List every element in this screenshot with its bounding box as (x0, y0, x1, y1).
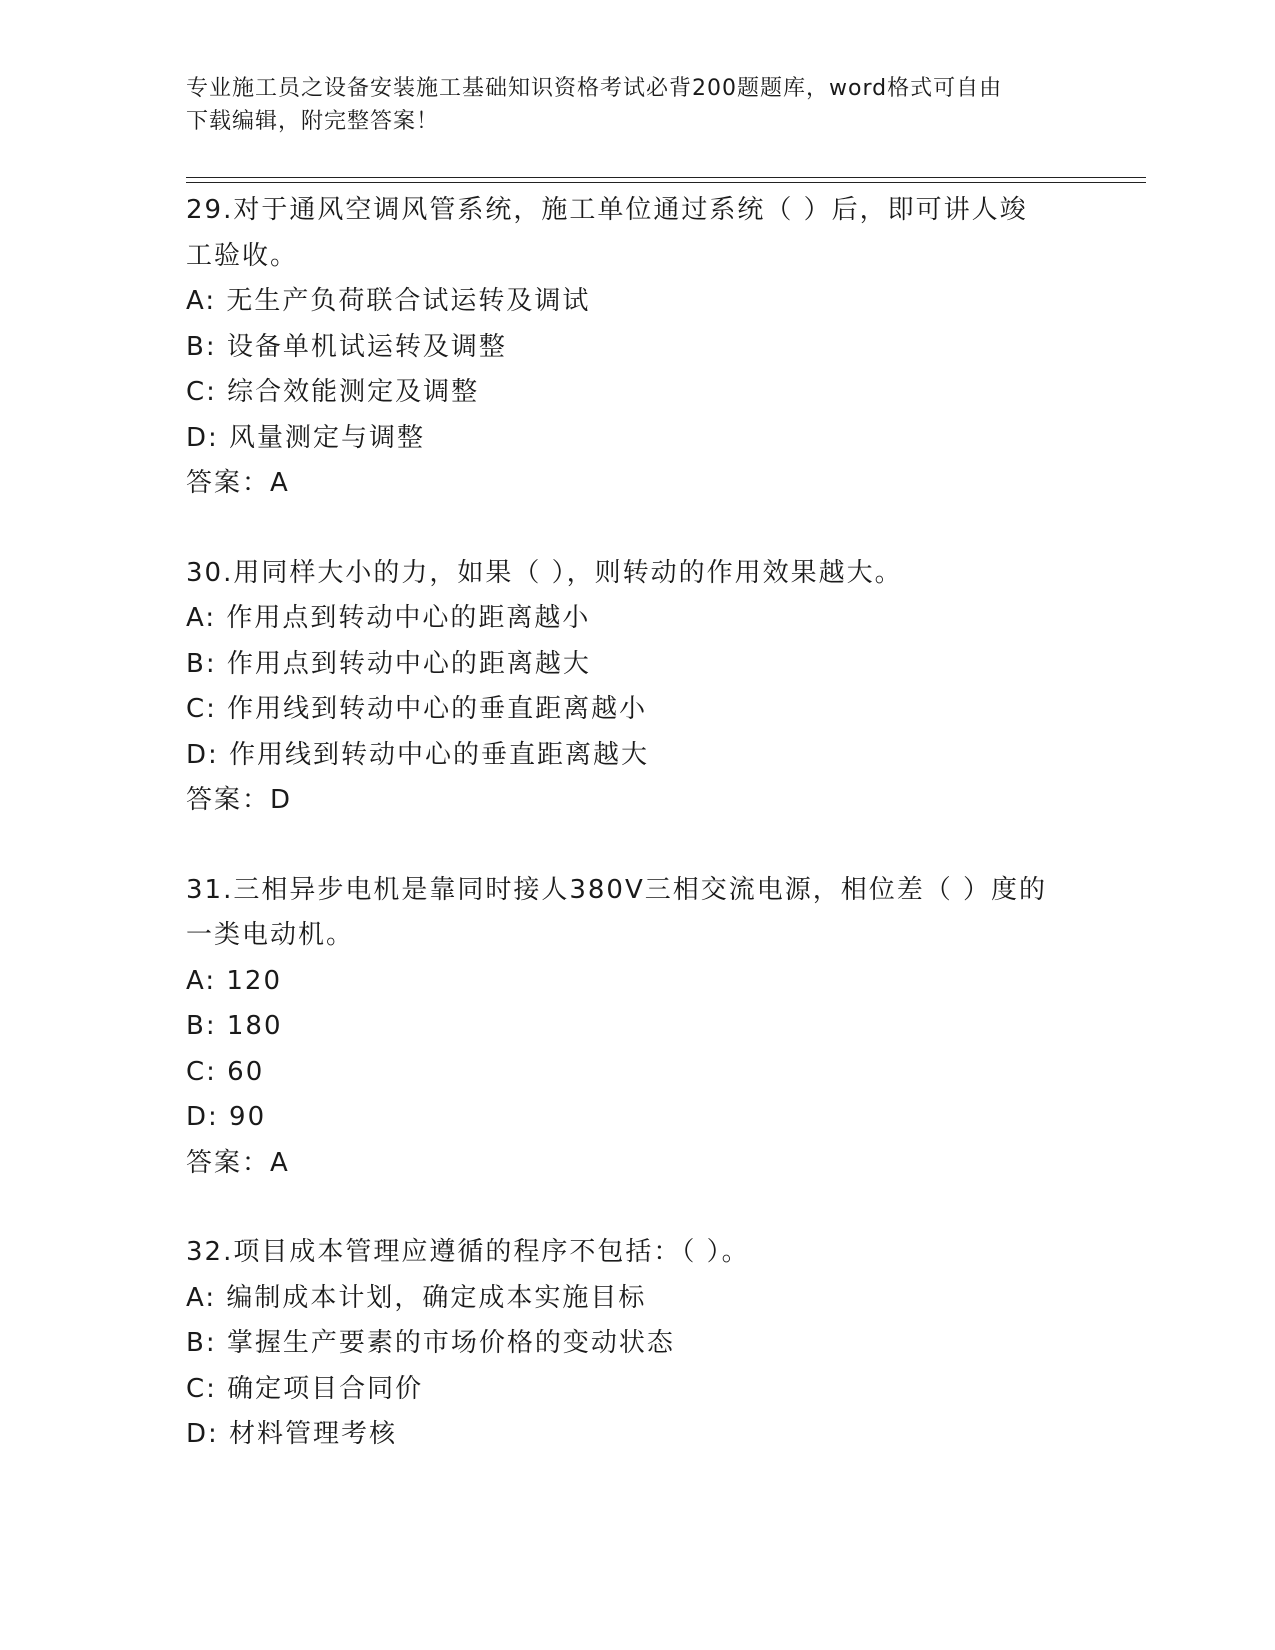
question-32 (186, 1230, 1086, 1458)
question-31-option-b: B: 180 (186, 1011, 283, 1041)
question-29-option-a: A: 无生产负荷联合试运转及调试 (186, 286, 591, 316)
question-31-stem-line-1: 31.三相异步电机是靠同时接人380V三相交流电源，相位差（ ）度的 (186, 874, 1048, 905)
question-31-answer: 答案：A (186, 1147, 290, 1178)
header-line-1: 专业施工员之设备安装施工基础知识资格考试必背200题题库，word格式可自由 (186, 76, 1003, 101)
header-divider-top (186, 177, 1146, 178)
question-30 (186, 551, 1086, 824)
question-32-option-c: C: 确定项目合同价 (186, 1373, 424, 1404)
document-header (186, 72, 1066, 138)
question-30-answer: 答案：D (186, 785, 293, 815)
question-29-stem-line-1: 29.对于通风空调风管系统，施工单位通过系统（ ）后，即可讲人竣 (186, 195, 1028, 225)
question-31-option-c: C: 60 (186, 1056, 265, 1087)
question-list (186, 188, 1086, 1458)
question-29-answer: 答案：A (186, 468, 290, 498)
question-29-stem-line-2: 工验收。 (186, 240, 299, 271)
question-32-option-b: B: 掌握生产要素的市场价格的变动状态 (186, 1328, 675, 1358)
header-line-2: 下载编辑，附完整答案！ (186, 109, 440, 134)
question-29-option-b: B: 设备单机试运转及调整 (186, 331, 507, 362)
question-31-option-a: A: 120 (186, 965, 282, 996)
question-30-stem-line-1: 30.用同样大小的力，如果（ ），则转动的作用效果越大。 (186, 557, 903, 588)
question-30-option-b: B: 作用点到转动中心的距离越大 (186, 648, 591, 679)
question-32-option-d: D: 材料管理考核 (186, 1419, 398, 1449)
question-30-option-c: C: 作用线到转动中心的垂直距离越小 (186, 694, 648, 724)
question-32-option-a: A: 编制成本计划，确定成本实施目标 (186, 1282, 647, 1313)
question-31 (186, 868, 1086, 1187)
question-30-option-a: A: 作用点到转动中心的距离越小 (186, 603, 591, 633)
question-30-option-d: D: 作用线到转动中心的垂直距离越大 (186, 739, 650, 770)
question-29-option-d: D: 风量测定与调整 (186, 422, 426, 453)
question-29 (186, 188, 1086, 507)
question-32-stem-line-1: 32.项目成本管理应遵循的程序不包括：（ ）。 (186, 1237, 750, 1267)
question-31-option-d: D: 90 (186, 1102, 267, 1132)
question-29-option-c: C: 综合效能测定及调整 (186, 377, 480, 407)
question-31-stem-line-2: 一类电动机。 (186, 920, 355, 950)
header-divider-bottom (186, 182, 1146, 183)
